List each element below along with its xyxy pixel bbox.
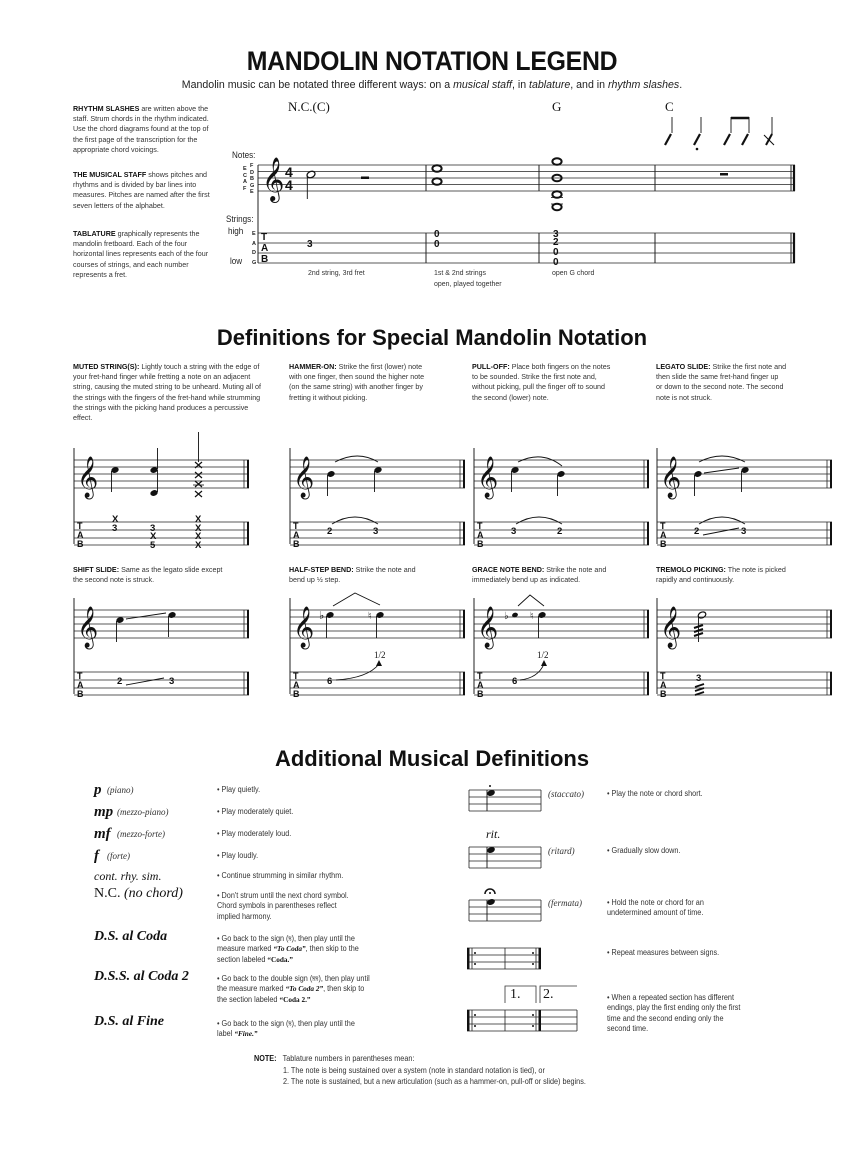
term: THE MUSICAL STAFF	[73, 170, 147, 179]
term: HALF-STEP BEND:	[289, 565, 354, 574]
dynamic-mp-desc: • Play moderately quiet.	[217, 807, 294, 816]
coda-label: “Coda.”	[267, 954, 293, 964]
ds-al-fine: D.S. al Fine	[94, 1014, 165, 1029]
caption-1st-2nd-strings: 1st & 2nd strings	[434, 268, 487, 277]
dynamic-mp-name: (mezzo-piano)	[117, 807, 169, 817]
second-ending-label: 2.	[543, 987, 554, 1002]
svg-text:A: A	[252, 241, 256, 247]
page-title: MANDOLIN NOTATION LEGEND	[246, 46, 618, 76]
special-notation-heading: Definitions for Special Mandolin Notation	[216, 325, 648, 350]
svg-text:D: D	[250, 170, 254, 176]
svg-text:E: E	[243, 166, 247, 172]
text: • Go back to the sign (𝄋), then play until the measure marked	[217, 934, 355, 954]
no-chord-symbol: N.C.	[94, 886, 121, 901]
high-label: high	[228, 226, 244, 236]
staccato-desc: • Play the note or chord short.	[607, 789, 703, 798]
term: MUTED STRING(S):	[73, 362, 140, 371]
dynamic-p: p	[94, 782, 102, 798]
cont-rhy-sim-desc: • Continue strumming in similar rhythm.	[217, 871, 344, 880]
dynamic-f-name: (forte)	[107, 851, 130, 861]
svg-text:3: 3	[511, 526, 517, 537]
svg-text:F: F	[243, 186, 247, 192]
svg-text:A: A	[261, 243, 269, 254]
dynamic-mf-name: (mezzo-forte)	[117, 829, 165, 839]
ds-al-coda: D.S. al Coda	[94, 929, 168, 944]
svg-text:0: 0	[553, 247, 559, 258]
definition: shows pitches and rhythms and is divided by bar lines into measures. Pitches are named after the first seven letters of the alphabet.	[73, 170, 210, 210]
chord-symbol-c: C	[665, 99, 674, 114]
term: PULL-OFF:	[472, 362, 510, 371]
svg-text:3: 3	[553, 229, 559, 240]
term: HAMMER-ON:	[289, 362, 337, 371]
svg-text:3: 3	[373, 526, 379, 537]
additional-definitions-heading: Additional Musical Definitions	[274, 746, 590, 771]
svg-text:F: F	[250, 163, 254, 169]
cont-rhy-sim: cont. rhy. sim.	[94, 869, 162, 883]
endings-staff	[467, 986, 577, 1031]
svg-text:0: 0	[434, 229, 440, 240]
term: SHIFT SLIDE:	[73, 565, 120, 574]
svg-text:B: B	[250, 176, 254, 182]
svg-text:5: 5	[150, 540, 156, 551]
subtitle-text: , in	[511, 79, 530, 91]
svg-text:♭: ♭	[504, 611, 509, 622]
svg-text:X: X	[112, 514, 119, 525]
chord-symbol-g: G	[552, 99, 562, 114]
svg-text:B: B	[261, 254, 269, 265]
term: GRACE NOTE BEND:	[472, 565, 545, 574]
dynamic-p-desc: • Play quietly.	[217, 785, 261, 794]
no-chord-desc: • Don't strum until the next chord symbol. Chord symbols in parentheses reflect implied harmony.	[217, 891, 349, 921]
svg-text:X: X	[195, 523, 202, 534]
definition: Strike the note and immediately bend up as indicated.	[472, 565, 607, 585]
endings-desc: • When a repeated section has different endings, play the first ending only the first time and the second ending only the second time.	[607, 993, 741, 1034]
coda-2-label: “Coda 2.”	[279, 994, 311, 1004]
svg-text:X: X	[195, 540, 202, 551]
svg-text:T: T	[261, 232, 268, 243]
svg-text:A: A	[243, 179, 247, 185]
svg-text:2: 2	[694, 526, 700, 537]
dynamic-f: f	[94, 848, 99, 864]
definition: Strike the note and bend up ½ step.	[289, 565, 416, 585]
time-signature-bottom: 4	[285, 177, 293, 193]
dynamic-p-name: (piano)	[107, 785, 134, 795]
term: RHYTHM SLASHES	[73, 104, 140, 113]
time-signature-top: 4	[285, 164, 293, 180]
repeat-desc: • Repeat measures between signs.	[607, 948, 720, 957]
definition: Strike the first (lower) note with one finger, then sound the higher note (on the same string) with another finger by fretting it without picking.	[289, 362, 425, 402]
note-block	[254, 1053, 414, 1064]
definition: Strike the first note and then slide the same fret-hand finger up or down to the second note. The second note is not struck.	[656, 362, 787, 402]
subtitle-text: Mandolin music can be notated three different ways: on a	[181, 79, 454, 91]
note-intro: Tablature numbers in parentheses mean:	[282, 1054, 415, 1063]
svg-text:♭: ♭	[319, 609, 325, 622]
definition: are written above the staff. Strum chords in the rhythm indicated. Use the chord diagrams found at the top of the first page of the transcription for the appropriate chord voicings.	[73, 104, 209, 154]
svg-text:2: 2	[327, 526, 333, 537]
svg-text:0: 0	[553, 257, 559, 268]
svg-text:♮: ♮	[368, 611, 372, 622]
chord-symbol-nc: N.C.(C)	[288, 99, 330, 114]
term: TREMOLO PICKING:	[656, 565, 726, 574]
svg-text:2: 2	[553, 237, 559, 248]
svg-text:3: 3	[741, 526, 747, 537]
dynamic-mf-desc: • Play moderately loud.	[217, 829, 292, 838]
subtitle-em-staff: musical staff	[453, 79, 512, 91]
ritard-desc: • Gradually slow down.	[607, 846, 681, 855]
svg-text:6: 6	[512, 676, 518, 687]
svg-text:X: X	[195, 514, 202, 525]
term: LEGATO SLIDE:	[656, 362, 711, 371]
svg-text:G: G	[252, 260, 257, 266]
definition: graphically represents the mandolin fretboard. Each of the four horizontal lines represents each of the four courses of strings, and each number represents a fret.	[73, 229, 209, 279]
bend-amount: 1/2	[374, 650, 386, 660]
subtitle-text: .	[679, 79, 683, 91]
svg-text:♮: ♮	[530, 611, 534, 622]
definition: The note is picked rapidly and continuously.	[656, 565, 786, 585]
ritard-label: (ritard)	[548, 846, 575, 856]
fermata-desc: • Hold the note or chord for an undetermined amount of time.	[607, 898, 704, 918]
no-chord-name: (no chord)	[123, 886, 183, 901]
caption-2nd-string: 2nd string, 3rd fret	[308, 268, 365, 277]
strings-label: Strings:	[226, 214, 254, 224]
note-label: NOTE:	[254, 1054, 277, 1063]
ritard-staff	[469, 846, 541, 868]
fermata-icon	[489, 892, 491, 894]
term: TABLATURE	[73, 229, 116, 238]
caption-open-g-chord: open G chord	[552, 268, 595, 277]
svg-text:X: X	[150, 531, 157, 542]
bend-amount: 1/2	[537, 650, 549, 660]
dynamic-mp: mp	[94, 804, 114, 820]
definition: Same as the legato slide except the second note is struck.	[73, 565, 223, 585]
svg-text:3: 3	[150, 523, 156, 534]
note-item-1: 1. The note is being sustained over a system (note in standard notation is tied), or	[283, 1066, 545, 1075]
staccato-staff	[469, 785, 541, 811]
notes-label: Notes:	[232, 150, 256, 160]
fine-label: “Fine.”	[234, 1029, 258, 1039]
svg-text:3: 3	[169, 676, 175, 687]
definition: Lightly touch a string with the edge of your fret-hand finger while fretting a note on an adjacent string, causing the muted string to be unheard. Muting all of the strings with the fingers of the fret-hand while strumming the strings with the picking hand produces a percussive effect.	[73, 362, 261, 423]
staccato-label: (staccato)	[548, 789, 584, 799]
svg-text:X: X	[195, 531, 202, 542]
svg-text:D: D	[252, 250, 256, 256]
svg-text:C: C	[243, 173, 247, 179]
svg-text:2: 2	[117, 676, 123, 687]
svg-text:6: 6	[327, 676, 333, 687]
dss-al-coda-2: D.S.S. al Coda 2	[94, 969, 189, 984]
text: • Go back to the double sign (𝄋𝄋), then play until the measure marked	[217, 974, 370, 994]
caption-open-played-together: open, played together	[434, 279, 502, 288]
svg-text:3: 3	[696, 673, 702, 684]
subtitle-text: , and in	[570, 79, 608, 91]
dynamic-mf: mf	[94, 826, 111, 842]
svg-text:2: 2	[557, 526, 563, 537]
subtitle-em-slashes: rhythm slashes	[607, 79, 680, 91]
svg-text:E: E	[252, 231, 256, 237]
first-ending-label: 1.	[510, 987, 521, 1002]
subtitle-em-tab: tablature	[529, 79, 571, 91]
treble-clef-icon: 𝄞	[262, 157, 285, 201]
rit-mark: rit.	[486, 827, 501, 841]
svg-text:E: E	[250, 189, 254, 195]
special-notation-examples: 𝄞 TAB X3 3X5 XXXX 2 3 3 2 2 3 2 3 ♭ ♮ 1/2 6 ♭ ♮ 1/2 6 3	[0, 0, 864, 760]
svg-text:3: 3	[307, 239, 313, 250]
to-coda-2-mark: “To Coda 2”	[285, 984, 324, 994]
text: , then skip to the section labeled	[217, 944, 359, 964]
svg-text:0: 0	[434, 239, 440, 250]
definition: Place both fingers on the notes to be sounded. Strike the first note and, without picking, pull the finger off to sound the second (lower) note.	[472, 362, 611, 402]
text: • Go back to the sign (𝄋), then play until the label	[217, 1019, 355, 1039]
low-label: low	[230, 256, 243, 266]
repeat-signs-staff	[467, 948, 541, 969]
svg-text:G: G	[250, 183, 255, 189]
fermata-staff	[469, 889, 541, 921]
text: , then skip to the section labeled	[217, 984, 365, 1004]
dynamic-f-desc: • Play loudly.	[217, 851, 259, 860]
note-item-2: 2. The note is sustained, but a new articulation (such as a hammer-on, pull-off or slide) begins.	[283, 1077, 586, 1086]
svg-text:3: 3	[112, 523, 118, 534]
to-coda-mark: “To Coda”	[273, 944, 306, 954]
fermata-label: (fermata)	[548, 898, 582, 908]
